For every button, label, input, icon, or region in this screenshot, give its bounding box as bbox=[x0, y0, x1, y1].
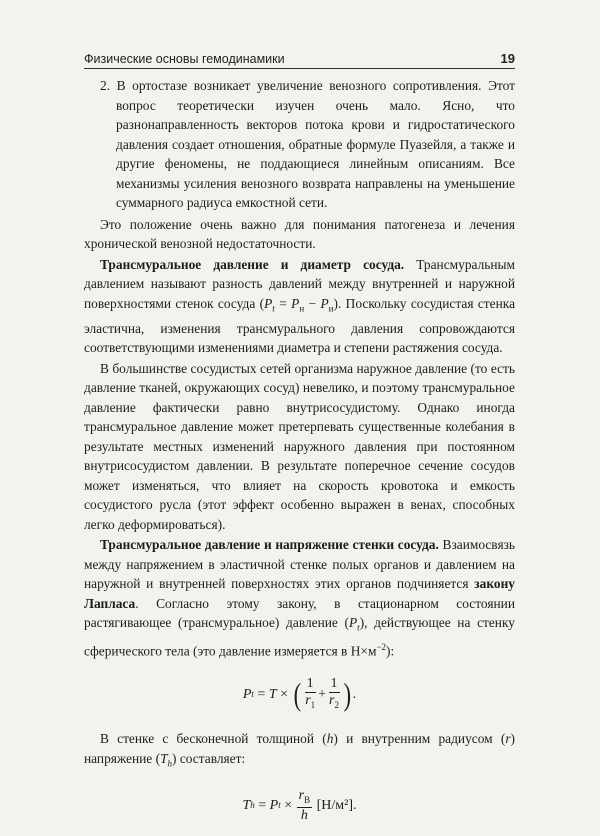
right-paren: ) bbox=[343, 676, 352, 713]
paragraph-wall bbox=[84, 729, 515, 774]
math-subscript: h bbox=[167, 758, 173, 769]
paragraph-tension bbox=[84, 535, 515, 661]
math-operator: + bbox=[318, 686, 327, 702]
math-subscript: t bbox=[251, 688, 254, 699]
denominator bbox=[327, 693, 341, 713]
list-item-2 bbox=[84, 76, 515, 213]
math-subscript: t bbox=[272, 303, 275, 314]
math-operator: = bbox=[274, 295, 292, 311]
fraction-1-over-r2 bbox=[327, 676, 341, 713]
paragraph-text: Трансмуральным давлением называют разность давлений между внутренней и наружной поверхностями стенок сосуда ( bbox=[84, 256, 516, 311]
math-operator: × bbox=[280, 798, 296, 814]
paragraph-text: ) напряжение ( bbox=[84, 731, 515, 766]
math-operator: . bbox=[352, 686, 357, 702]
math-symbol: P bbox=[269, 798, 279, 814]
math-symbol: P bbox=[264, 295, 273, 311]
list-item-text: В ортостазе возникает увеличение венозного сопротивления. Этот вопрос теоретически изучен очень мало. Ясно, что разнонаправленность векторов потока крови и гидростатического давления создает отношения, обратные формуле Пуазейля, а также и другие феномены, не поддающиеся линейным описаниям. Все механизмы усиления венозного возврата направлены на уменьшение суммарного радиуса емкостной сети. bbox=[116, 78, 515, 210]
paragraph-text: В стенке с бесконечной толщиной ( bbox=[100, 731, 327, 747]
units-label: [Н/м²]. bbox=[313, 798, 357, 814]
math-subscript: 2 bbox=[334, 699, 339, 710]
paragraph-text: ). Поскольку сосудистая стенка эластична, изменения трансмурального давления сопровождаются соответствующими изменениями диаметра и степени растяжения сосуда. bbox=[84, 295, 516, 356]
math-operator: = bbox=[253, 686, 269, 702]
paragraph-text: ): bbox=[386, 643, 395, 659]
math-symbol: r bbox=[505, 731, 511, 747]
fraction-r-over-h bbox=[297, 788, 312, 825]
math-subscript: и bbox=[328, 303, 334, 314]
math-operator: × bbox=[276, 686, 292, 702]
math-symbol: r bbox=[305, 692, 311, 708]
numerator bbox=[297, 788, 312, 809]
numerator: 1 bbox=[306, 675, 314, 691]
math-superscript: −2 bbox=[376, 642, 387, 653]
denominator bbox=[303, 693, 317, 713]
denominator: h bbox=[300, 808, 308, 824]
formula-wall-tension bbox=[84, 784, 515, 828]
paragraph-vessels: В большинстве сосудистых сетей организма наружное давление (то есть давление тканей, окружающих сосуд) невелико, и поэтому трансмуральное давление фактически равно внутрисосудистому. Однако иногда трансмуральное давление может претерпевать существенные колебания в результате местных изменений наружного давления при постоянном внутрисосудистом давлении. В результате поперечное сечение сосудов может изменяться, что влияет на скорость кровотока и емкость сосудистого русла (этот эффект особенно выражен в венах, способных легко деформироваться). bbox=[84, 360, 515, 532]
math-subscript: н bbox=[299, 303, 305, 314]
math-symbol: T bbox=[160, 750, 168, 766]
math-symbol: h bbox=[326, 731, 334, 747]
math-operator: = bbox=[254, 798, 270, 814]
list-marker: 2. bbox=[100, 78, 111, 93]
left-paren: ( bbox=[293, 676, 301, 713]
paragraph-text: ) и внутренним радиусом ( bbox=[333, 731, 506, 747]
math-symbol: P bbox=[348, 615, 358, 631]
math-subscript: 1 bbox=[310, 699, 316, 710]
formula-laplace-sphere bbox=[84, 667, 515, 721]
math-subscript: B bbox=[304, 794, 311, 805]
section-heading-transmural: Трансмуральное давление и диаметр сосуда. bbox=[100, 256, 405, 272]
math-symbol: P bbox=[320, 295, 329, 311]
fraction-1-over-r1 bbox=[303, 676, 317, 713]
paragraph-text: ) составляет: bbox=[172, 750, 246, 766]
section-heading-tension: Трансмуральное давление и напряжение стенки сосуда. bbox=[100, 537, 439, 553]
math-subscript: t bbox=[278, 800, 281, 811]
math-symbol: T bbox=[268, 686, 277, 702]
math-symbol: P bbox=[242, 686, 252, 702]
math-operator: − bbox=[304, 295, 321, 311]
paragraph-text: Взаимосвязь между напряжением в эластичной стенке полых органов и давлением на наружной и внутренней поверхностях этих органов подчиняется bbox=[84, 537, 516, 592]
math-symbol: P bbox=[291, 295, 300, 311]
laplace-law-term: закону Лапласа bbox=[84, 576, 515, 611]
header-rule bbox=[84, 68, 515, 69]
page-body bbox=[84, 76, 515, 836]
paragraph-text: ), действующее на стенку сферического тела (это давление измеряется в Н×м bbox=[84, 615, 515, 659]
math-subscript: h bbox=[250, 800, 255, 811]
numerator: 1 bbox=[330, 675, 338, 691]
paragraph-transmural bbox=[84, 255, 515, 358]
math-symbol: r bbox=[298, 787, 305, 803]
math-symbol: r bbox=[329, 692, 335, 708]
paragraph-text: . Согласно этому закону, в стационарном состоянии растягивающее (трансмуральное) давление ( bbox=[84, 595, 515, 631]
running-header bbox=[84, 44, 515, 66]
running-title: Физические основы гемодинамики bbox=[84, 52, 285, 66]
math-subscript: t bbox=[357, 622, 360, 633]
math-symbol: T bbox=[242, 798, 251, 814]
page-number: 19 bbox=[500, 51, 515, 66]
paragraph-importance: Это положение очень важно для понимания патогенеза и лечения хронической венозной недостаточности. bbox=[84, 216, 515, 251]
